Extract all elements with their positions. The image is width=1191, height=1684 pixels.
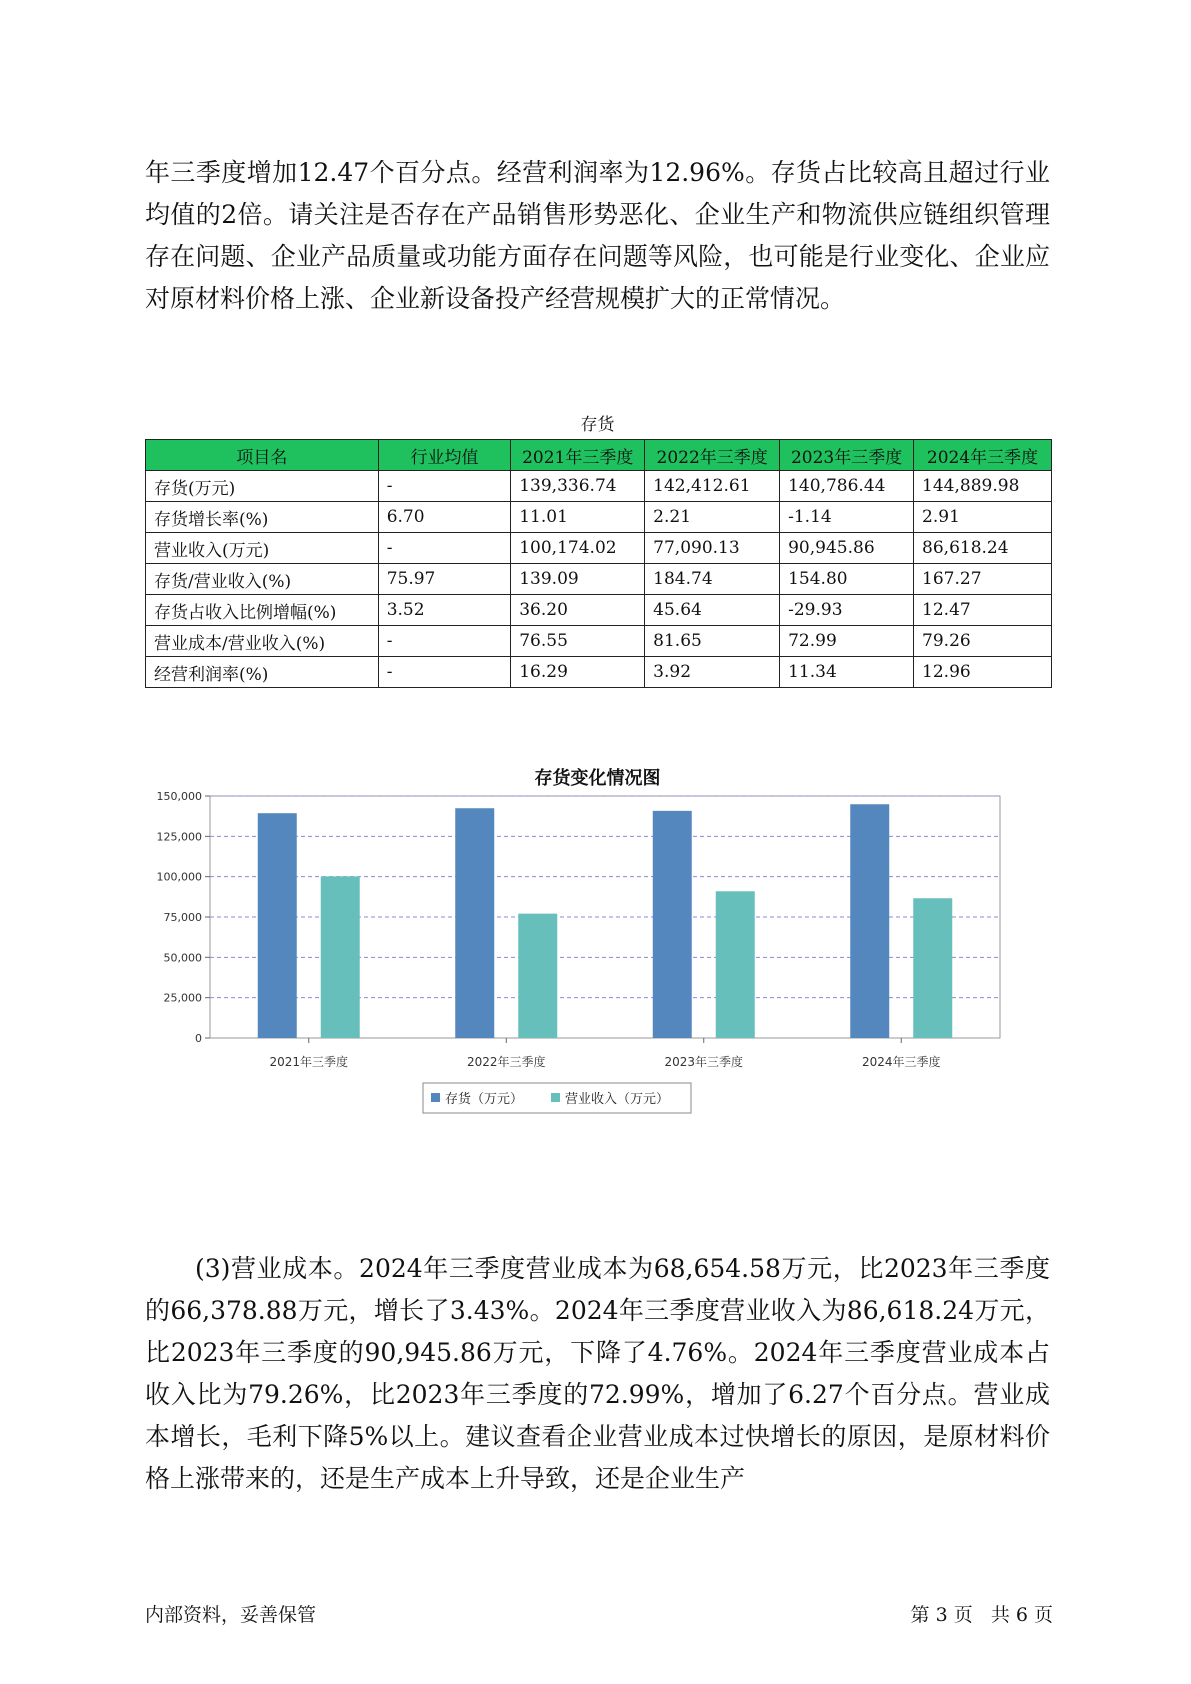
table-cell: 12.96 bbox=[914, 657, 1052, 688]
bar-revenue bbox=[913, 898, 952, 1038]
table-cell: 90,945.86 bbox=[780, 533, 914, 564]
table-row bbox=[146, 657, 1052, 688]
table-cell: 3.52 bbox=[378, 595, 511, 626]
table-cell: 营业成本/营业收入(%) bbox=[146, 626, 379, 657]
table-cell: 存货(万元) bbox=[146, 471, 379, 502]
table-row bbox=[146, 564, 1052, 595]
table-cell: 77,090.13 bbox=[645, 533, 780, 564]
y-tick-label: 125,000 bbox=[156, 830, 202, 844]
footer-page-number: 第 3 页 共 6 页 bbox=[910, 1604, 1053, 1626]
table-cell: 139,336.74 bbox=[511, 471, 645, 502]
bar-revenue bbox=[518, 914, 557, 1038]
x-tick-label: 2023年三季度 bbox=[664, 1055, 744, 1069]
x-tick-label: 2021年三季度 bbox=[269, 1055, 349, 1069]
table-cell: - bbox=[378, 471, 511, 502]
legend-label: 存货（万元） bbox=[445, 1092, 524, 1107]
table-cell: 76.55 bbox=[511, 626, 645, 657]
table-header-cell: 行业均值 bbox=[378, 440, 511, 471]
table-cell: 11.01 bbox=[511, 502, 645, 533]
bar-inventory bbox=[850, 804, 889, 1038]
bar-revenue bbox=[716, 891, 755, 1038]
table-cell: 11.34 bbox=[780, 657, 914, 688]
y-tick-label: 50,000 bbox=[163, 951, 202, 965]
table-cell: 36.20 bbox=[511, 595, 645, 626]
table-cell: 79.26 bbox=[914, 626, 1052, 657]
table-cell: 142,412.61 bbox=[645, 471, 780, 502]
table-cell: -29.93 bbox=[780, 595, 914, 626]
table-cell: 154.80 bbox=[780, 564, 914, 595]
y-tick-label: 100,000 bbox=[156, 870, 202, 884]
table-cell: 45.64 bbox=[645, 595, 780, 626]
table-cell: 2.21 bbox=[645, 502, 780, 533]
bar-inventory bbox=[653, 811, 692, 1038]
paragraph-cost: (3)营业成本。2024年三季度营业成本为68,654.58万元，比2023年三季度的66,378.88万元，增长了3.43%。2024年三季度营业收入为86,618.24万元，比2023年三季度的90,945.86万元，下降了4.76%。2024年三季度营业成本占收入比为79.26%，比2023年三季度的72.99%，增加了6.27个百分点。营业成本增长，毛利下降5%以上。建议查看企业营业成本过快增长的原因，是原材料价格上涨带来的，还是生产成本上升导致，还是企业生产 bbox=[145, 1254, 1050, 1493]
bar-inventory bbox=[455, 808, 494, 1038]
table-cell: 144,889.98 bbox=[914, 471, 1052, 502]
table-cell: 140,786.44 bbox=[780, 471, 914, 502]
table-cell: 100,174.02 bbox=[511, 533, 645, 564]
y-tick-label: 150,000 bbox=[156, 790, 202, 803]
table-cell: 184.74 bbox=[645, 564, 780, 595]
y-tick-label: 0 bbox=[195, 1032, 202, 1045]
x-tick-label: 2024年三季度 bbox=[861, 1055, 941, 1069]
chart-title: 存货变化情况图 bbox=[534, 768, 661, 789]
table-header-cell: 2023年三季度 bbox=[780, 440, 914, 471]
table-cell: 营业收入(万元) bbox=[146, 533, 379, 564]
table-row bbox=[146, 471, 1052, 502]
table-row bbox=[146, 595, 1052, 626]
y-tick-label: 75,000 bbox=[163, 911, 202, 924]
x-tick-label: 2022年三季度 bbox=[466, 1055, 546, 1069]
table-header-row bbox=[146, 440, 1052, 471]
legend-label: 营业收入（万元） bbox=[565, 1092, 670, 1107]
table-cell: 139.09 bbox=[511, 564, 645, 595]
table-cell: - bbox=[378, 533, 511, 564]
table-header-cell: 项目名 bbox=[146, 440, 379, 471]
table-cell: 81.65 bbox=[645, 626, 780, 657]
table-cell: -1.14 bbox=[780, 502, 914, 533]
table-cell: 存货增长率(%) bbox=[146, 502, 379, 533]
table-cell: 16.29 bbox=[511, 657, 645, 688]
table-cell: 2.91 bbox=[914, 502, 1052, 533]
legend-swatch bbox=[431, 1093, 440, 1102]
bar-inventory bbox=[258, 813, 297, 1038]
table-cell: 3.92 bbox=[645, 657, 780, 688]
table-header-cell: 2024年三季度 bbox=[914, 440, 1052, 471]
table-cell: 167.27 bbox=[914, 564, 1052, 595]
table-header-cell: 2022年三季度 bbox=[645, 440, 780, 471]
table-cell: 12.47 bbox=[914, 595, 1052, 626]
table-cell: 72.99 bbox=[780, 626, 914, 657]
paragraph-intro: 年三季度增加12.47个百分点。经营利润率为12.96%。存货占比较高且超过行业均值的2倍。请关注是否存在产品销售形势恶化、企业生产和物流供应链组织管理存在问题、企业产品质量或功能方面存在问题等风险，也可能是行业变化、企业应对原材料价格上涨、企业新设备投产经营规模扩大的正常情况。 bbox=[145, 158, 1050, 313]
table-cell: 75.97 bbox=[378, 564, 511, 595]
table-row bbox=[146, 626, 1052, 657]
footer-left: 内部资料，妥善保管 bbox=[145, 1604, 317, 1626]
table-cell: - bbox=[378, 626, 511, 657]
table-row bbox=[146, 502, 1052, 533]
table-cell: 经营利润率(%) bbox=[146, 657, 379, 688]
table-header-cell: 2021年三季度 bbox=[511, 440, 645, 471]
table-cell: 6.70 bbox=[378, 502, 511, 533]
legend-swatch bbox=[551, 1093, 560, 1102]
bar-revenue bbox=[321, 876, 360, 1038]
inventory-table bbox=[145, 439, 1052, 688]
table-cell: 存货/营业收入(%) bbox=[146, 564, 379, 595]
inventory-bar-chart bbox=[145, 790, 1065, 1220]
table-cell: - bbox=[378, 657, 511, 688]
table-cell: 存货占收入比例增幅(%) bbox=[146, 595, 379, 626]
table-caption: 存货 bbox=[580, 415, 615, 435]
table-row bbox=[146, 533, 1052, 564]
table-cell: 86,618.24 bbox=[914, 533, 1052, 564]
y-tick-label: 25,000 bbox=[163, 991, 202, 1005]
